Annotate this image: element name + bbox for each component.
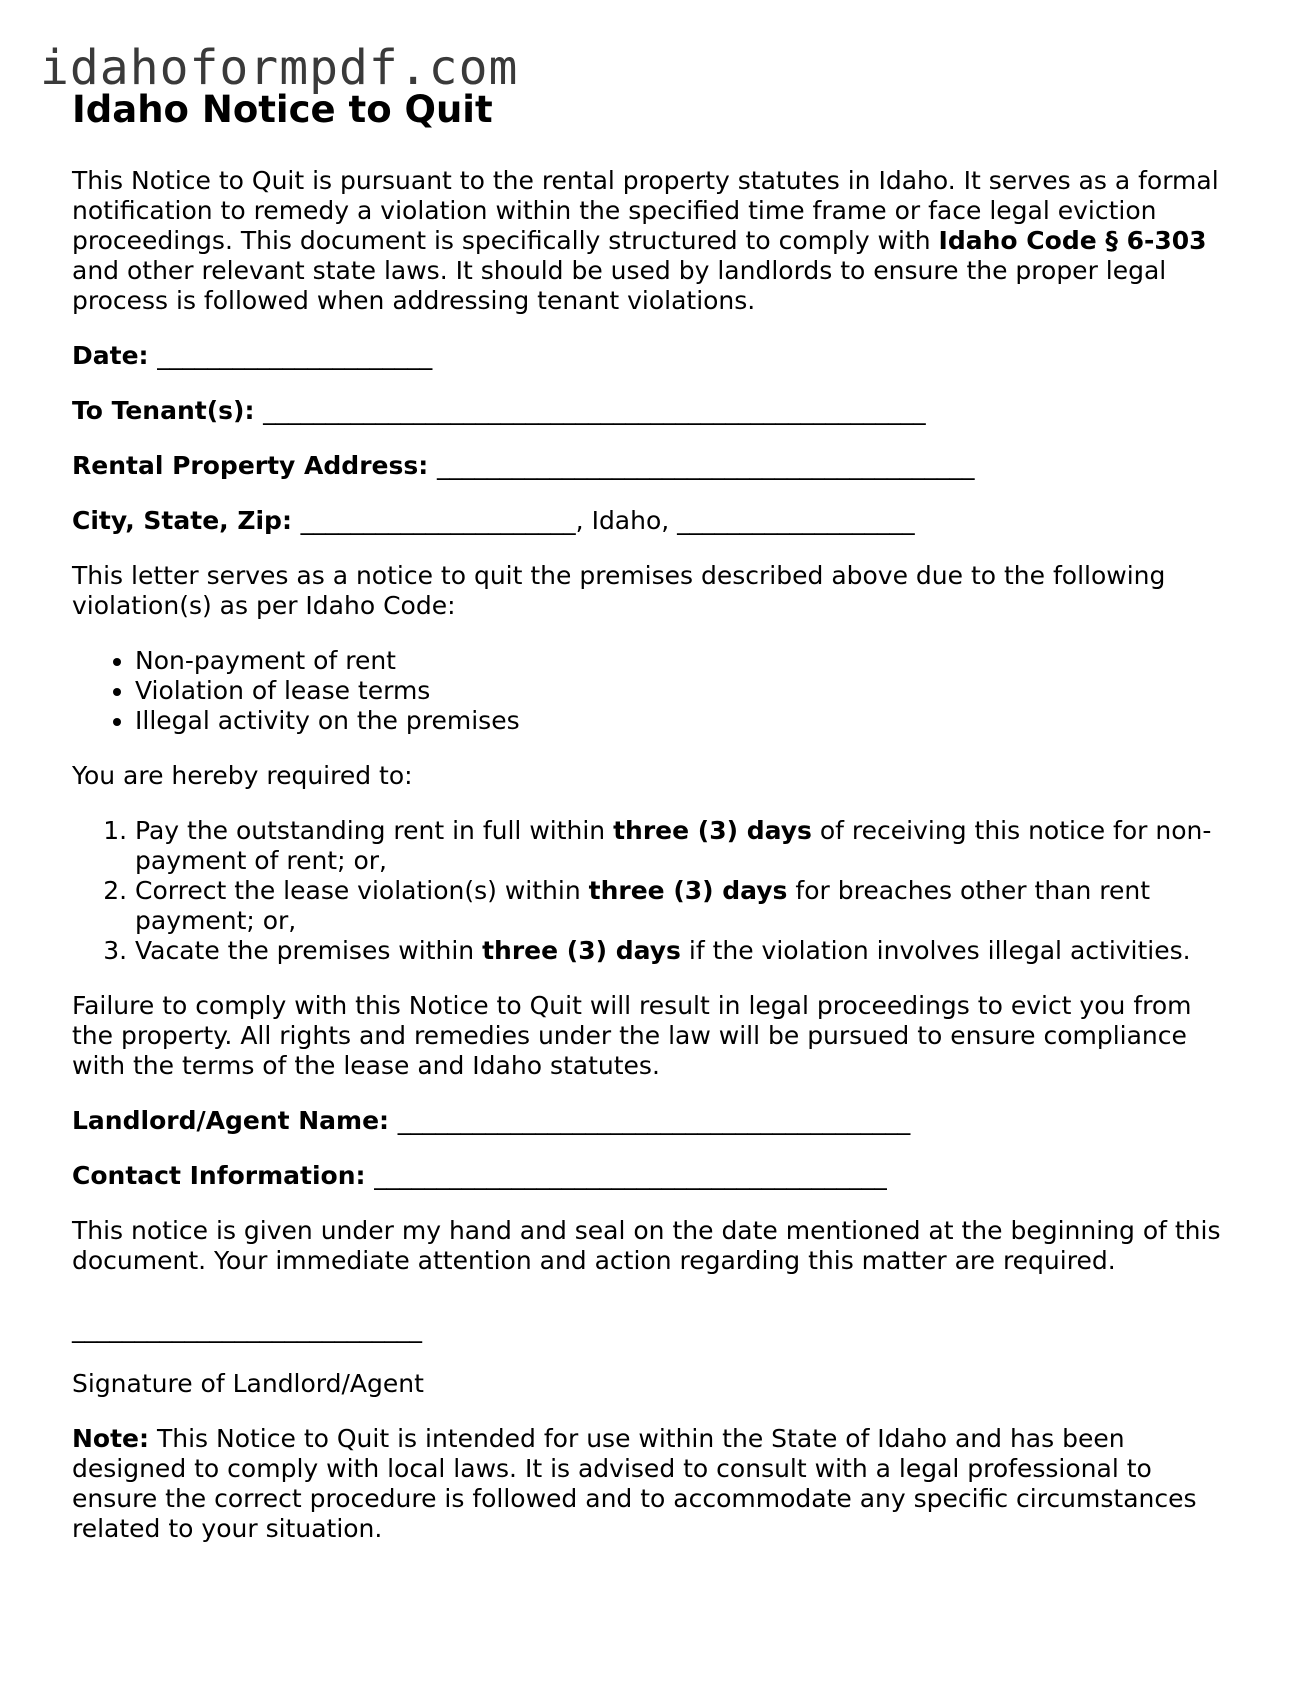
requirement-text: Vacate the premises within [135,936,483,965]
closing-paragraph: This notice is given under my hand and seal on the date mentioned at the beginning of this document. Your immediate attention and action regarding this matter are required. [72,1216,1221,1275]
intro-text-2: and other relevant state laws. It should be used by landlords to ensure the proper legal process is followed when addressing tenant violations. [72,256,1167,315]
deadline-text: three (3) days [588,876,788,905]
city-label: City, State, Zip: [72,506,292,535]
note-label: Note: [72,1424,150,1453]
requirement-text: for breaches other than rent payment; or, [135,876,1151,935]
city-blank[interactable]: ______________________ [300,506,576,535]
deadline-text: three (3) days [482,936,681,965]
date-label: Date: [72,341,149,370]
page-title: Idaho Notice to Quit [72,88,493,131]
notice-document [72,86,1232,1569]
signature-line[interactable]: ____________________________ [72,1314,422,1343]
list-item: • Illegal activity on the premises [135,706,1232,736]
intro-text-1: This Notice to Quit is pursuant to the rental property statutes in Idaho. It serves as a formal notification to remedy a violation within the specified time frame or face legal eviction proceedings. This document is specifically structured to comply with [72,166,1219,255]
contact-info-label: Contact Information: [72,1161,366,1190]
signature-label: Signature of Landlord/Agent [72,1369,424,1398]
requirement-text: Correct the lease violation(s) within [135,876,589,905]
note-paragraph [72,1424,1232,1544]
address-blank[interactable]: ___________________________________________ [436,451,975,480]
landlord-name-field[interactable] [72,1106,1232,1136]
violations-intro: This letter serves as a notice to quit the premises described above due to the following violation(s) as per Idaho Code: [72,561,1166,620]
contact-info-field[interactable] [72,1161,1232,1191]
site-watermark: idahoformpdf.com [40,40,519,96]
landlord-name-label: Landlord/Agent Name: [72,1106,390,1135]
requirement-text: Pay the outstanding rent in full within [135,816,614,845]
violations-list [72,646,1232,736]
tenant-field[interactable] [72,396,1232,426]
requirement-text: if the violation involves illegal activities. [680,936,1191,965]
list-item [135,936,1232,966]
tenant-label: To Tenant(s): [72,396,255,425]
state-text: , Idaho, [575,506,678,535]
list-item: • Non-payment of rent [135,646,1232,676]
address-field[interactable] [72,451,1232,481]
requirements-list [72,816,1232,966]
deadline-text: three (3) days [613,816,812,845]
requirement-text: of receiving this notice for non-payment of rent; or, [135,816,1212,875]
list-item [135,816,1232,876]
intro-paragraph [72,166,1232,316]
date-blank[interactable]: ______________________ [157,341,433,370]
contact-info-blank[interactable]: _________________________________________ [374,1161,887,1190]
tenant-blank[interactable]: _____________________________________________________ [263,396,926,425]
requirements-intro: You are hereby required to: [72,761,413,790]
list-item: • Violation of lease terms [135,676,1232,706]
failure-paragraph: Failure to comply with this Notice to Quit will result in legal proceedings to evict you from the property. All rights and remedies under the law will be pursued to ensure compliance with the terms of the lease and Idaho statutes. [72,991,1192,1080]
date-field[interactable] [72,341,1232,371]
list-item [135,876,1232,936]
note-text: This Notice to Quit is intended for use within the State of Idaho and has been designed to comply with local laws. It is advised to consult with a legal professional to ensure the correct procedure is followed and to accommodate any specific circumstances related to your situation. [72,1424,1197,1543]
idaho-code-reference: Idaho Code § 6-303 [938,226,1207,255]
landlord-name-blank[interactable]: _________________________________________ [397,1106,911,1135]
city-state-zip-field[interactable] [72,506,1232,536]
zip-blank[interactable]: ___________________ [677,506,915,535]
address-label: Rental Property Address: [72,451,429,480]
